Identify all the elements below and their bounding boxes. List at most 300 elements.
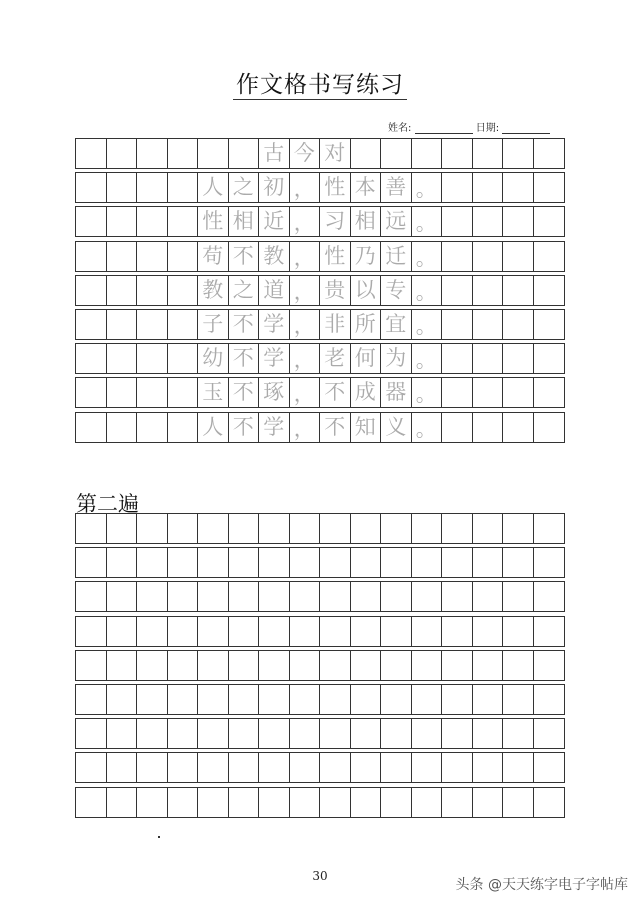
practice-grid-cell[interactable]	[534, 310, 565, 339]
practice-grid-cell[interactable]	[534, 344, 565, 373]
blank-grid-cell[interactable]	[381, 788, 412, 817]
practice-grid-cell[interactable]	[168, 344, 199, 373]
practice-grid-cell[interactable]	[442, 242, 473, 271]
practice-grid-cell[interactable]	[442, 276, 473, 305]
practice-grid-cell[interactable]	[473, 242, 504, 271]
practice-grid-cell[interactable]: 。	[412, 276, 443, 305]
blank-grid-cell[interactable]	[198, 548, 229, 577]
practice-grid-cell[interactable]	[442, 378, 473, 407]
practice-grid-row	[75, 138, 565, 169]
blank-grid-cell[interactable]	[76, 753, 107, 782]
blank-grid-cell[interactable]	[320, 617, 351, 646]
blank-grid-cell[interactable]	[290, 719, 321, 748]
blank-grid-cell[interactable]	[168, 685, 199, 714]
blank-grid-cell[interactable]	[76, 582, 107, 611]
practice-grid-cell[interactable]	[137, 242, 168, 271]
blank-grid-cell[interactable]	[137, 719, 168, 748]
practice-grid-cell[interactable]	[107, 207, 138, 236]
blank-grid-cell[interactable]	[259, 514, 290, 543]
blank-grid-cell[interactable]	[76, 788, 107, 817]
blank-grid-cell[interactable]	[229, 548, 260, 577]
blank-grid-row	[75, 650, 565, 681]
blank-grid-cell[interactable]	[320, 753, 351, 782]
practice-grid-cell[interactable]: 专	[381, 276, 412, 305]
practice-grid-cell[interactable]: 之	[229, 173, 260, 202]
blank-grid-cell[interactable]	[442, 514, 473, 543]
blank-grid-cell[interactable]	[137, 788, 168, 817]
blank-grid-cell[interactable]	[259, 651, 290, 680]
practice-grid-cell[interactable]: 器	[381, 378, 412, 407]
blank-grid-cell[interactable]	[442, 548, 473, 577]
blank-grid-cell[interactable]	[107, 685, 138, 714]
blank-grid-cell[interactable]	[168, 719, 199, 748]
blank-grid-cell[interactable]	[503, 617, 534, 646]
blank-grid-cell[interactable]	[534, 788, 565, 817]
practice-grid-cell[interactable]	[107, 173, 138, 202]
blank-grid-cell[interactable]	[168, 548, 199, 577]
practice-grid-cell[interactable]	[76, 207, 107, 236]
blank-grid-cell[interactable]	[351, 719, 382, 748]
practice-grid-cell[interactable]: 相	[351, 207, 382, 236]
blank-grid-cell[interactable]	[412, 685, 443, 714]
practice-grid-cell[interactable]	[442, 173, 473, 202]
practice-grid-cell[interactable]	[107, 139, 138, 168]
practice-grid-cell[interactable]: 玉	[198, 378, 229, 407]
practice-grid-cell[interactable]	[534, 139, 565, 168]
blank-grid-cell[interactable]	[503, 685, 534, 714]
blank-grid-cell[interactable]	[442, 719, 473, 748]
practice-grid-cell[interactable]	[229, 139, 260, 168]
blank-grid-cell[interactable]	[320, 582, 351, 611]
blank-grid-cell[interactable]	[381, 617, 412, 646]
practice-grid-cell[interactable]	[534, 413, 565, 442]
practice-grid-row	[75, 206, 565, 237]
practice-grid-cell[interactable]: 习	[320, 207, 351, 236]
practice-grid-cell[interactable]: 老	[320, 344, 351, 373]
practice-grid-cell[interactable]: 不	[229, 413, 260, 442]
blank-grid-cell[interactable]	[229, 514, 260, 543]
blank-grid-cell[interactable]	[442, 582, 473, 611]
practice-grid-cell[interactable]: 贵	[320, 276, 351, 305]
blank-grid-cell[interactable]	[259, 753, 290, 782]
practice-grid-cell[interactable]	[503, 242, 534, 271]
practice-grid-cell[interactable]	[137, 139, 168, 168]
blank-grid-cell[interactable]	[290, 514, 321, 543]
name-label: 姓名:	[388, 123, 412, 134]
practice-grid-cell[interactable]	[534, 242, 565, 271]
blank-grid-cell[interactable]	[534, 548, 565, 577]
blank-grid-cell[interactable]	[168, 514, 199, 543]
blank-grid-cell[interactable]	[198, 582, 229, 611]
blank-grid-cell[interactable]	[503, 514, 534, 543]
blank-grid-cell[interactable]	[76, 651, 107, 680]
practice-grid-cell[interactable]	[503, 207, 534, 236]
practice-grid-cell[interactable]	[442, 139, 473, 168]
practice-grid-cell[interactable]	[137, 276, 168, 305]
blank-grid-cell[interactable]	[290, 788, 321, 817]
blank-grid-cell[interactable]	[503, 582, 534, 611]
blank-grid-cell[interactable]	[412, 514, 443, 543]
blank-grid-cell[interactable]	[229, 651, 260, 680]
practice-grid-cell[interactable]	[534, 378, 565, 407]
blank-grid-cell[interactable]	[412, 582, 443, 611]
blank-grid-cell[interactable]	[412, 548, 443, 577]
blank-grid-cell[interactable]	[381, 651, 412, 680]
blank-grid-cell[interactable]	[259, 685, 290, 714]
practice-grid-cell[interactable]	[442, 413, 473, 442]
practice-grid-cell[interactable]	[534, 207, 565, 236]
practice-grid-cell[interactable]	[76, 344, 107, 373]
practice-grid-cell[interactable]: 子	[198, 310, 229, 339]
blank-grid-cell[interactable]	[168, 788, 199, 817]
practice-grid-cell[interactable]	[76, 413, 107, 442]
blank-grid-cell[interactable]	[259, 548, 290, 577]
practice-grid-cell[interactable]	[168, 173, 199, 202]
practice-grid-cell[interactable]: ，	[290, 310, 321, 339]
practice-grid-cell[interactable]	[473, 413, 504, 442]
practice-grid-cell[interactable]: 琢	[259, 378, 290, 407]
blank-grid-cell[interactable]	[320, 788, 351, 817]
blank-grid-cell[interactable]	[168, 617, 199, 646]
practice-grid-cell[interactable]: 苟	[198, 242, 229, 271]
blank-grid-cell[interactable]	[290, 582, 321, 611]
blank-grid-cell[interactable]	[137, 514, 168, 543]
practice-grid-cell[interactable]: ，	[290, 413, 321, 442]
blank-grid-cell[interactable]	[442, 685, 473, 714]
blank-grid-cell[interactable]	[351, 685, 382, 714]
blank-grid-cell[interactable]	[259, 719, 290, 748]
blank-grid-cell[interactable]	[198, 719, 229, 748]
practice-grid-cell[interactable]: 所	[351, 310, 382, 339]
practice-grid-cell[interactable]: 古	[259, 139, 290, 168]
blank-grid-cell[interactable]	[107, 548, 138, 577]
blank-grid-cell[interactable]	[137, 651, 168, 680]
blank-grid-cell[interactable]	[259, 788, 290, 817]
name-field[interactable]	[415, 123, 473, 134]
blank-grid-cell[interactable]	[473, 788, 504, 817]
blank-grid-cell[interactable]	[442, 753, 473, 782]
section-title: 第二遍	[76, 492, 139, 516]
practice-grid-cell[interactable]: 宜	[381, 310, 412, 339]
practice-grid-cell[interactable]	[168, 378, 199, 407]
blank-grid-cell[interactable]	[503, 753, 534, 782]
blank-grid-cell[interactable]	[320, 651, 351, 680]
blank-grid-cell[interactable]	[412, 617, 443, 646]
practice-grid-cell[interactable]	[503, 413, 534, 442]
practice-grid-cell[interactable]: 以	[351, 276, 382, 305]
blank-grid-cell[interactable]	[168, 582, 199, 611]
blank-grid-cell[interactable]	[473, 685, 504, 714]
practice-grid-cell[interactable]: 不	[320, 413, 351, 442]
practice-grid-cell[interactable]	[473, 173, 504, 202]
blank-grid-cell[interactable]	[168, 651, 199, 680]
practice-grid-row	[75, 412, 565, 443]
practice-grid-cell[interactable]	[76, 173, 107, 202]
blank-grid-cell[interactable]	[198, 651, 229, 680]
practice-grid-cell[interactable]: 。	[412, 413, 443, 442]
practice-grid-cell[interactable]: ，	[290, 242, 321, 271]
practice-grid-cell[interactable]	[107, 378, 138, 407]
blank-grid-cell[interactable]	[534, 685, 565, 714]
practice-grid-cell[interactable]	[137, 207, 168, 236]
blank-grid-cell[interactable]	[442, 617, 473, 646]
practice-grid-cell[interactable]	[76, 242, 107, 271]
blank-grid-cell[interactable]	[290, 651, 321, 680]
practice-grid-cell[interactable]	[503, 276, 534, 305]
practice-grid-cell[interactable]: 成	[351, 378, 382, 407]
blank-grid-cell[interactable]	[503, 651, 534, 680]
practice-grid-cell[interactable]	[534, 276, 565, 305]
practice-grid-cell[interactable]	[137, 413, 168, 442]
blank-grid-cell[interactable]	[381, 514, 412, 543]
blank-grid-cell[interactable]	[107, 617, 138, 646]
practice-grid-cell[interactable]: 之	[229, 276, 260, 305]
blank-grid-cell[interactable]	[229, 753, 260, 782]
practice-grid-cell[interactable]	[168, 276, 199, 305]
practice-grid-cell[interactable]	[168, 310, 199, 339]
blank-grid-cell[interactable]	[534, 582, 565, 611]
blank-grid-cell[interactable]	[137, 548, 168, 577]
stray-dot	[158, 836, 160, 838]
blank-grid-cell[interactable]	[473, 582, 504, 611]
practice-grid-cell[interactable]	[412, 139, 443, 168]
blank-grid-cell[interactable]	[107, 582, 138, 611]
practice-grid-cell[interactable]: 道	[259, 276, 290, 305]
blank-grid-cell[interactable]	[442, 788, 473, 817]
blank-grid-cell[interactable]	[381, 719, 412, 748]
practice-grid-cell[interactable]: 知	[351, 413, 382, 442]
watermark: 头条 @天天练字电子字帖库	[455, 877, 628, 893]
practice-grid-cell[interactable]	[473, 139, 504, 168]
practice-grid-cell[interactable]	[473, 378, 504, 407]
blank-grid-cell[interactable]	[534, 753, 565, 782]
practice-grid-cell[interactable]: 。	[412, 344, 443, 373]
blank-grid-cell[interactable]	[351, 788, 382, 817]
practice-grid-cell[interactable]: 今	[290, 139, 321, 168]
practice-grid-cell[interactable]: 不	[320, 378, 351, 407]
blank-grid-cell[interactable]	[229, 685, 260, 714]
practice-grid-cell[interactable]: 教	[198, 276, 229, 305]
blank-grid-cell[interactable]	[290, 617, 321, 646]
blank-grid-cell[interactable]	[442, 651, 473, 680]
practice-grid-cell[interactable]	[198, 139, 229, 168]
blank-grid-cell[interactable]	[290, 753, 321, 782]
practice-grid-cell[interactable]: ，	[290, 207, 321, 236]
practice-grid-cell[interactable]: 。	[412, 207, 443, 236]
practice-grid-cell[interactable]: 性	[320, 173, 351, 202]
blank-grid-cell[interactable]	[107, 788, 138, 817]
practice-grid-cell[interactable]	[381, 139, 412, 168]
blank-grid-cell[interactable]	[76, 685, 107, 714]
blank-grid-cell[interactable]	[503, 548, 534, 577]
blank-grid-cell[interactable]	[229, 582, 260, 611]
practice-grid-cell[interactable]: 人	[198, 413, 229, 442]
practice-grid-cell[interactable]	[503, 173, 534, 202]
blank-grid-cell[interactable]	[320, 548, 351, 577]
practice-grid-cell[interactable]: 乃	[351, 242, 382, 271]
practice-grid-cell[interactable]: 性	[320, 242, 351, 271]
practice-grid-cell[interactable]: 远	[381, 207, 412, 236]
practice-grid-cell[interactable]	[137, 310, 168, 339]
practice-grid-cell[interactable]	[107, 413, 138, 442]
practice-grid-cell[interactable]	[168, 413, 199, 442]
practice-grid-cell[interactable]	[503, 344, 534, 373]
blank-grid-cell[interactable]	[473, 753, 504, 782]
blank-grid-cell[interactable]	[473, 617, 504, 646]
blank-grid-cell[interactable]	[229, 719, 260, 748]
practice-grid-cell[interactable]	[442, 207, 473, 236]
practice-grid-cell[interactable]: 学	[259, 310, 290, 339]
blank-grid-cell[interactable]	[320, 514, 351, 543]
practice-grid-cell[interactable]: 学	[259, 413, 290, 442]
practice-grid-cell[interactable]: 迁	[381, 242, 412, 271]
blank-grid-cell[interactable]	[351, 514, 382, 543]
practice-grid-cell[interactable]	[137, 344, 168, 373]
blank-grid-cell[interactable]	[412, 788, 443, 817]
practice-grid-cell[interactable]: 不	[229, 242, 260, 271]
practice-grid-cell[interactable]: 不	[229, 344, 260, 373]
blank-grid-cell[interactable]	[381, 685, 412, 714]
practice-grid-cell[interactable]: 相	[229, 207, 260, 236]
practice-grid-cell[interactable]	[534, 173, 565, 202]
blank-grid-cell[interactable]	[381, 548, 412, 577]
practice-grid-cell[interactable]	[351, 139, 382, 168]
blank-grid-cell[interactable]	[259, 617, 290, 646]
practice-grid-cell[interactable]	[107, 276, 138, 305]
blank-grid-cell[interactable]	[473, 719, 504, 748]
blank-grid-cell[interactable]	[351, 617, 382, 646]
practice-grid-cell[interactable]	[107, 242, 138, 271]
practice-grid-cell[interactable]: 本	[351, 173, 382, 202]
blank-grid-cell[interactable]	[381, 582, 412, 611]
blank-grid-cell[interactable]	[137, 617, 168, 646]
practice-grid-cell[interactable]	[473, 276, 504, 305]
practice-grid-cell[interactable]: 人	[198, 173, 229, 202]
practice-grid-cell[interactable]: 义	[381, 413, 412, 442]
practice-grid-cell[interactable]	[473, 310, 504, 339]
blank-grid-cell[interactable]	[137, 685, 168, 714]
blank-grid-cell[interactable]	[534, 514, 565, 543]
practice-grid-cell[interactable]	[442, 344, 473, 373]
practice-grid-cell[interactable]	[107, 344, 138, 373]
practice-grid-cell[interactable]: 。	[412, 378, 443, 407]
blank-grid-cell[interactable]	[534, 719, 565, 748]
practice-grid-cell[interactable]: 善	[381, 173, 412, 202]
blank-grid-cell[interactable]	[259, 582, 290, 611]
blank-grid-cell[interactable]	[107, 753, 138, 782]
practice-grid-cell[interactable]: ，	[290, 276, 321, 305]
practice-grid-cell[interactable]	[76, 310, 107, 339]
blank-grid-cell[interactable]	[412, 753, 443, 782]
practice-grid-cell[interactable]: 对	[320, 139, 351, 168]
blank-grid-cell[interactable]	[351, 651, 382, 680]
blank-grid-cell[interactable]	[168, 753, 199, 782]
blank-grid-cell[interactable]	[198, 514, 229, 543]
practice-grid-cell[interactable]: ，	[290, 344, 321, 373]
blank-grid-cell[interactable]	[412, 719, 443, 748]
practice-grid-cell[interactable]	[503, 378, 534, 407]
blank-grid-cell[interactable]	[107, 651, 138, 680]
practice-grid-cell[interactable]: 教	[259, 242, 290, 271]
practice-grid-cell[interactable]	[503, 310, 534, 339]
blank-grid-cell[interactable]	[76, 719, 107, 748]
practice-grid-cell[interactable]: 性	[198, 207, 229, 236]
blank-grid-cell[interactable]	[137, 753, 168, 782]
blank-grid-cell[interactable]	[76, 617, 107, 646]
practice-grid-cell[interactable]	[473, 207, 504, 236]
practice-grid-cell[interactable]	[76, 139, 107, 168]
practice-grid-cell[interactable]: 非	[320, 310, 351, 339]
practice-grid-cell[interactable]	[168, 242, 199, 271]
blank-grid-cell[interactable]	[473, 548, 504, 577]
practice-grid-cell[interactable]	[503, 139, 534, 168]
practice-grid-cell[interactable]: 何	[351, 344, 382, 373]
practice-grid-cell[interactable]: 不	[229, 310, 260, 339]
practice-grid-cell[interactable]: 初	[259, 173, 290, 202]
practice-grid-cell[interactable]	[137, 173, 168, 202]
blank-grid-cell[interactable]	[503, 719, 534, 748]
practice-grid-cell[interactable]: 。	[412, 173, 443, 202]
blank-grid-cell[interactable]	[229, 788, 260, 817]
practice-grid-cell[interactable]	[107, 310, 138, 339]
blank-grid-row	[75, 718, 565, 749]
blank-grid-cell[interactable]	[412, 651, 443, 680]
blank-grid-cell[interactable]	[320, 719, 351, 748]
practice-grid-cell[interactable]: 不	[229, 378, 260, 407]
blank-grid-cell[interactable]	[320, 685, 351, 714]
blank-grid-cell[interactable]	[351, 753, 382, 782]
practice-grid-cell[interactable]	[473, 344, 504, 373]
practice-grid-cell[interactable]	[168, 139, 199, 168]
blank-grid-cell[interactable]	[534, 617, 565, 646]
blank-grid-cell[interactable]	[290, 685, 321, 714]
blank-grid-cell[interactable]	[229, 617, 260, 646]
blank-grid-cell[interactable]	[473, 514, 504, 543]
blank-grid-cell[interactable]	[198, 685, 229, 714]
blank-grid-cell[interactable]	[534, 651, 565, 680]
blank-grid-cell[interactable]	[503, 788, 534, 817]
practice-grid-cell[interactable]	[442, 310, 473, 339]
blank-grid-cell[interactable]	[381, 753, 412, 782]
practice-grid-cell[interactable]	[168, 207, 199, 236]
practice-grid-cell[interactable]: 学	[259, 344, 290, 373]
practice-grid-cell[interactable]: 近	[259, 207, 290, 236]
practice-grid-cell[interactable]: 幼	[198, 344, 229, 373]
blank-grid-cell[interactable]	[76, 514, 107, 543]
practice-grid-cell[interactable]: 为	[381, 344, 412, 373]
blank-grid-cell[interactable]	[107, 514, 138, 543]
practice-grid-cell[interactable]: ，	[290, 378, 321, 407]
blank-grid-cell[interactable]	[76, 548, 107, 577]
blank-grid-cell[interactable]	[137, 582, 168, 611]
blank-grid-cell[interactable]	[198, 617, 229, 646]
blank-grid-cell[interactable]	[198, 788, 229, 817]
blank-grid-cell[interactable]	[351, 548, 382, 577]
practice-grid-cell[interactable]	[137, 378, 168, 407]
blank-grid-cell[interactable]	[198, 753, 229, 782]
practice-grid-cell[interactable]: 。	[412, 310, 443, 339]
date-field[interactable]	[502, 123, 550, 134]
practice-grid-cell[interactable]: 。	[412, 242, 443, 271]
practice-grid-cell[interactable]: ，	[290, 173, 321, 202]
blank-grid-cell[interactable]	[290, 548, 321, 577]
practice-grid-cell[interactable]	[76, 276, 107, 305]
blank-grid-cell[interactable]	[107, 719, 138, 748]
blank-grid-cell[interactable]	[473, 651, 504, 680]
blank-grid-cell[interactable]	[351, 582, 382, 611]
practice-grid-cell[interactable]	[76, 378, 107, 407]
blank-grid-row	[75, 581, 565, 612]
